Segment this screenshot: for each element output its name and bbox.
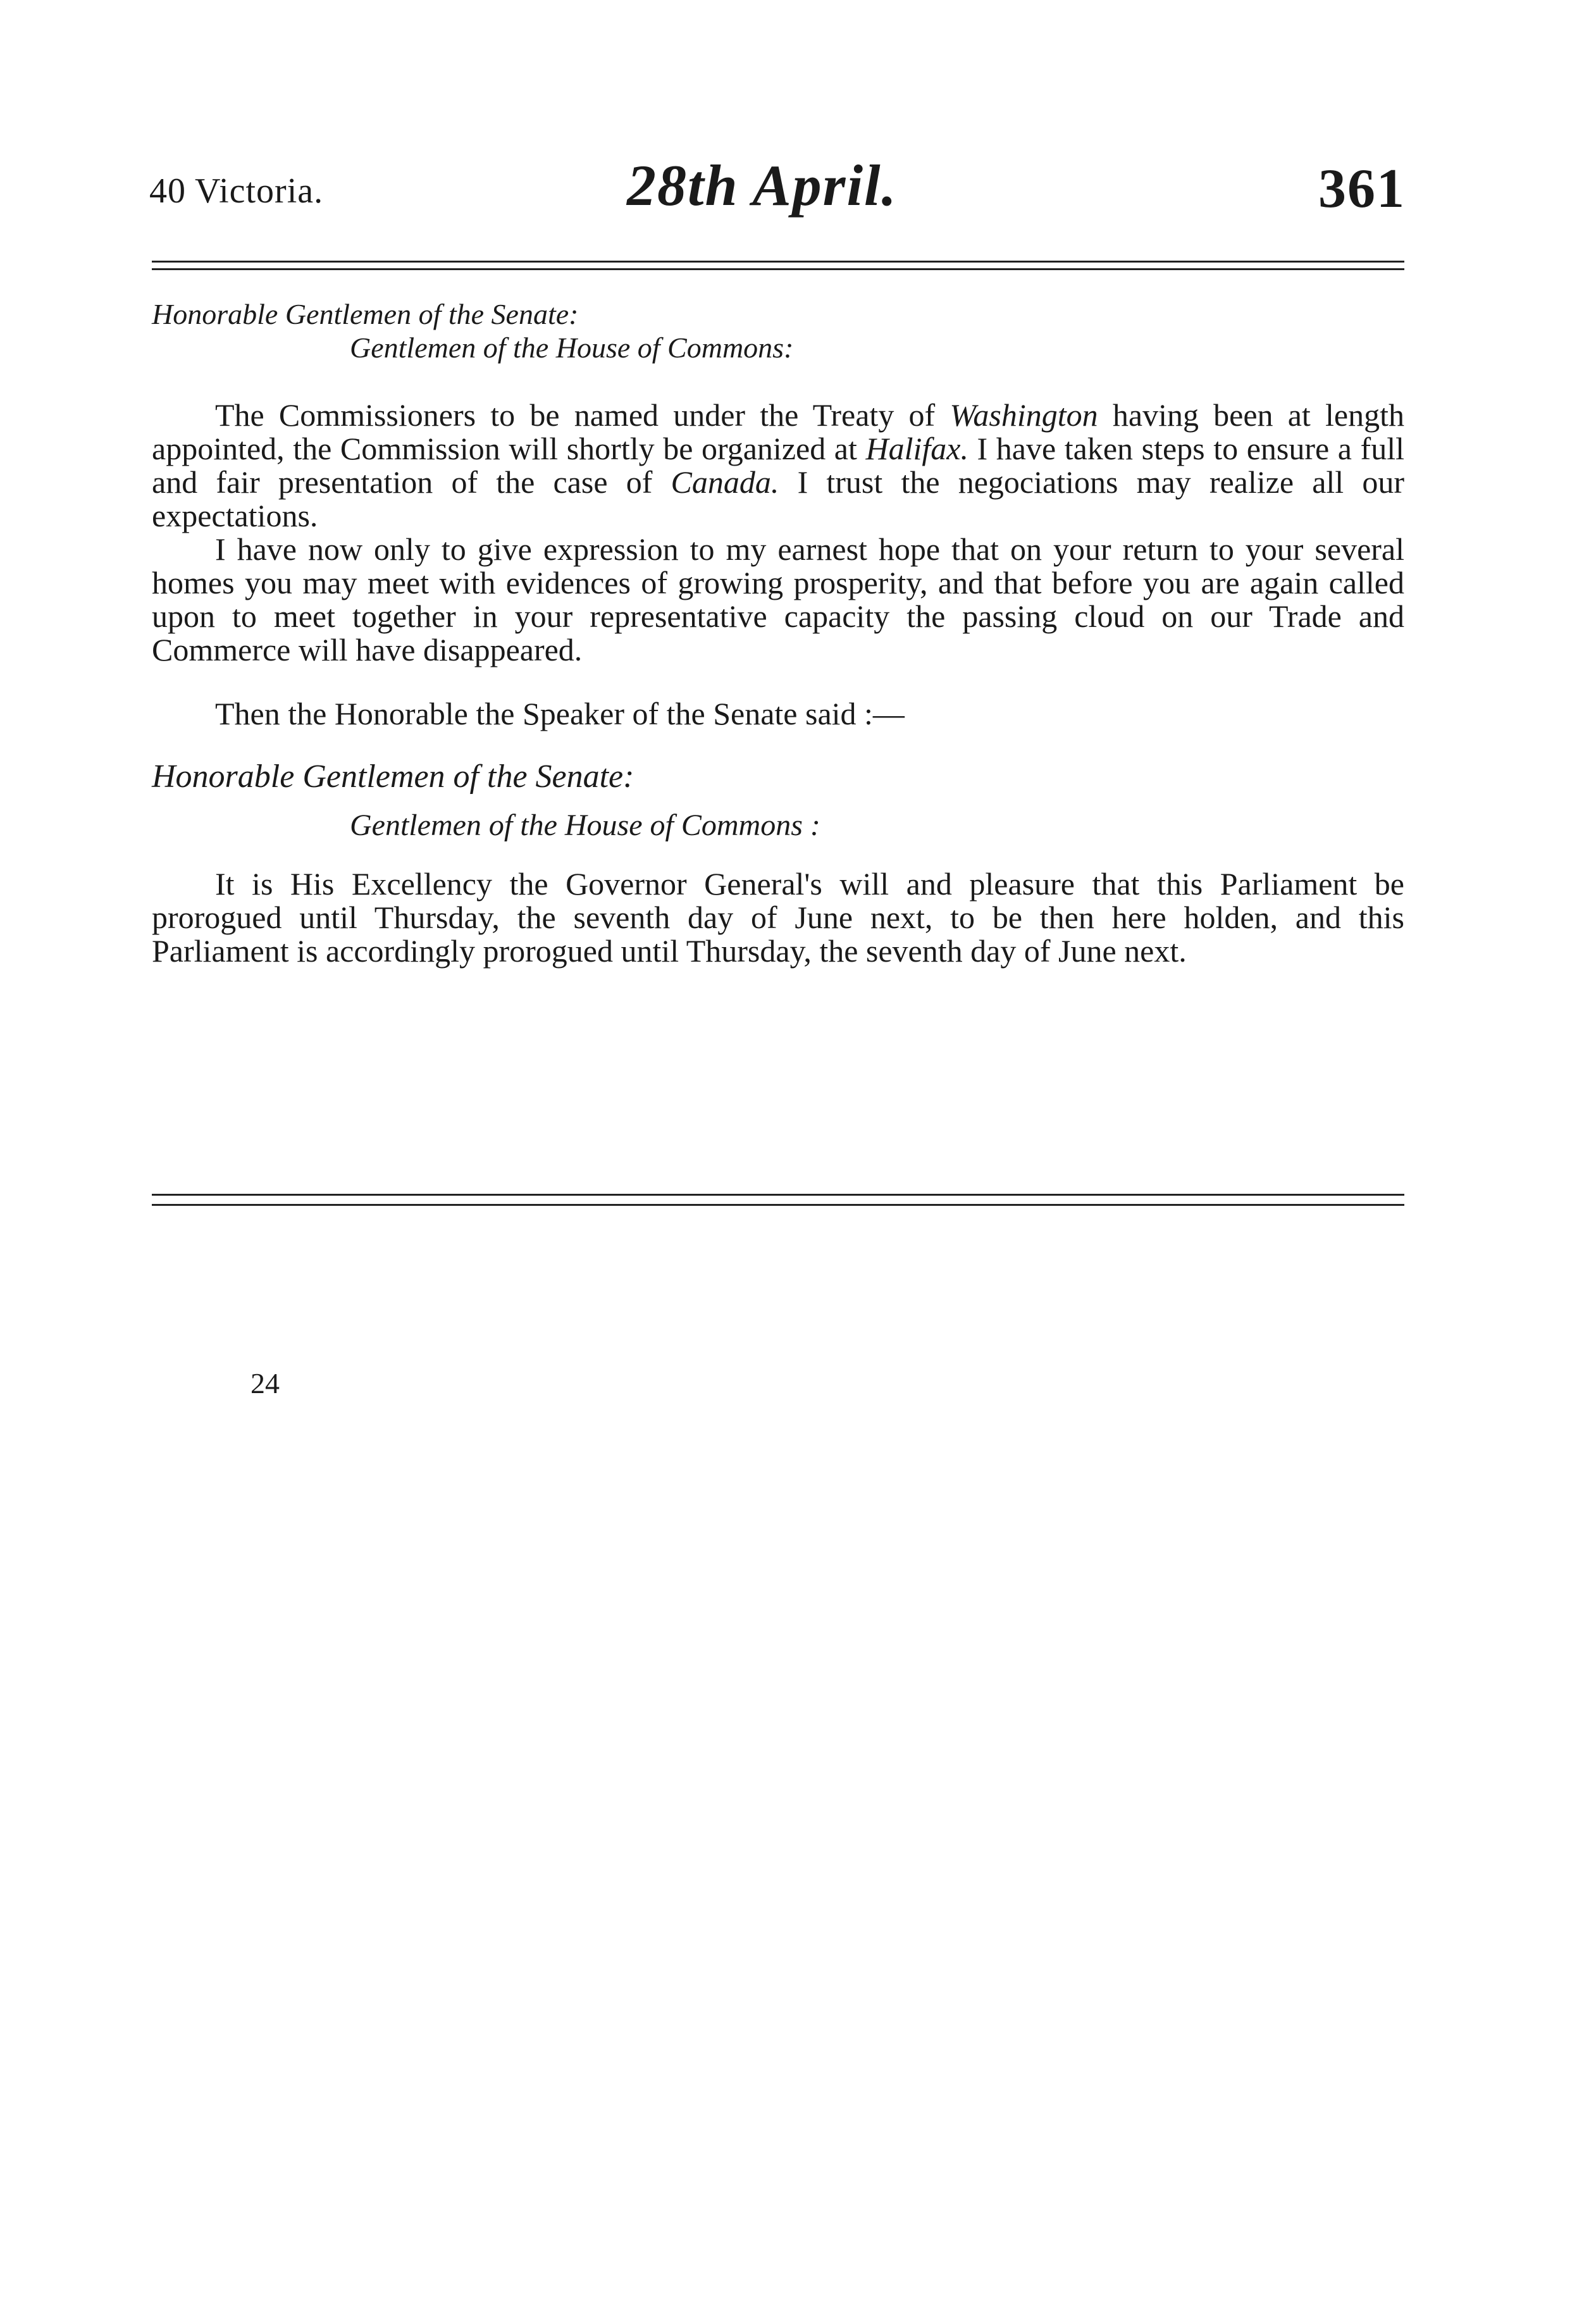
speech-paragraph-treaty: The Commissioners to be named under the Treaty of Washington having been at length appointed, the Commission will shortly be organized at Halifax. I have taken steps to ensure a full and fair presentation of the case of Canada. I trust the negociations may realize all our expectations. (152, 397, 1405, 533)
second-address (152, 760, 1404, 842)
prorogation-paragraph: It is His Excellency the Governor General's will and pleasure that this Parliament be prorogued until Thursday, the seventh day of June next, to be then here holden, and this Parliament is accordingly prorogued until Thursday, the seventh day of June next. (152, 866, 1404, 969)
speech-paragraph-closing: I have now only to give expression to my earnest hope that on your return to your several homes you may meet with evidences of growing prosperity, and that before you are again called upon to meet together in your representative capacity the passing cloud on our Trade and Commerce will have disappeared. (152, 531, 1404, 667)
page-header (149, 152, 1406, 228)
session-label: 40 Victoria. (149, 171, 324, 211)
salutation-senate: Honorable Gentlemen of the Senate: (152, 298, 579, 330)
spacer (152, 364, 1404, 399)
page-date: 28th April. (627, 153, 898, 218)
salutation-commons: Gentlemen of the House of Commons: (350, 332, 794, 364)
spacer (152, 842, 1404, 867)
salutation-commons-2: Gentlemen of the House of Commons : (350, 809, 820, 842)
signature-mark: 24 (251, 1367, 280, 1399)
page-body (152, 297, 1404, 968)
salutation-senate-2: Honorable Gentlemen of the Senate: (152, 759, 634, 795)
footer-rule-upper (152, 1194, 1404, 1196)
footer-rule-lower (152, 1204, 1404, 1206)
spacer (152, 667, 1404, 697)
speaker-intro: Then the Honorable the Speaker of the Senate said :— (215, 696, 905, 731)
header-rule-upper (152, 261, 1404, 263)
header-rule-lower (152, 268, 1404, 270)
page-number: 361 (1318, 158, 1406, 220)
